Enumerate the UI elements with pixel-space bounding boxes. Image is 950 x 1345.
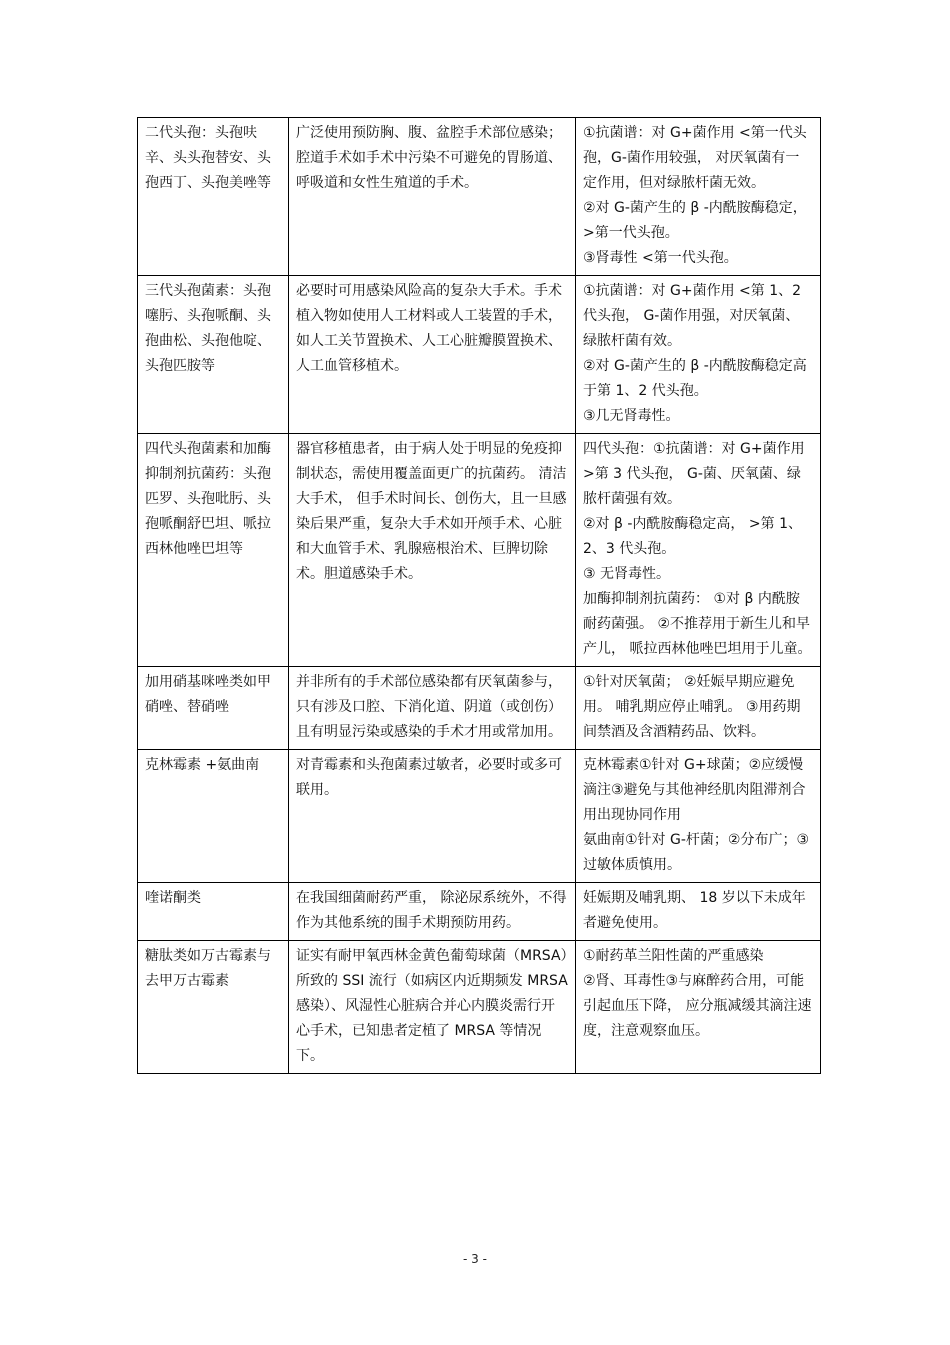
note-line: 氨曲南①针对 G-杆菌；②分布广；③过敏体质慎用。 [583, 832, 810, 873]
drug-cell: 克林霉素 +氨曲南 [138, 750, 289, 883]
indication-cell: 并非所有的手术部位感染都有厌氧菌参与，只有涉及口腔、下消化道、阴道（或创伤）且有明显污染或感染的手术才用或常加用。 [289, 667, 576, 750]
note-line: ③ 无肾毒性。 [583, 566, 671, 582]
table-row [138, 276, 821, 434]
table-row [138, 118, 821, 276]
notes-cell [576, 667, 821, 750]
note-line: ③肾毒性 <第一代头孢。 [583, 250, 738, 266]
note-line: ①抗菌谱：对 G+菌作用 <第 1、2 代头孢， G-菌作用强，对厌氧菌、绿脓杆菌有效。 [583, 283, 802, 349]
note-line: 加酶抑制剂抗菌药： ①对 β 内酰胺耐药菌强。 ②不推荐用于新生儿和早产儿， 哌拉西林他唑巴坦用于儿童。 [583, 591, 812, 657]
drug-cell: 四代头孢菌素和加酶抑制剂抗菌药：头孢匹罗、头孢吡肟、头孢哌酮舒巴坦、哌拉西林他唑巴坦等 [138, 434, 289, 667]
table-row [138, 941, 821, 1074]
table-row [138, 667, 821, 750]
note-line: ①针对厌氧菌； ②妊娠早期应避免用。 哺乳期应停止哺乳。 ③用药期间禁酒及含酒精药品、饮料。 [583, 674, 801, 740]
note-line: 四代头孢：①抗菌谱：对 G+菌作用 >第 3 代头孢， G-菌、厌氧菌、绿脓杆菌强有效。 [583, 441, 805, 507]
indication-cell: 对青霉素和头孢菌素过敏者，必要时或多可联用。 [289, 750, 576, 883]
drug-cell: 糖肽类如万古霉素与去甲万古霉素 [138, 941, 289, 1074]
notes-cell [576, 883, 821, 941]
table-row [138, 750, 821, 883]
note-line: ②肾、耳毒性③与麻醉药合用，可能引起血压下降， 应分瓶减缓其滴注速度，注意观察血压。 [583, 973, 812, 1039]
note-line: 克林霉素①针对 G+球菌；②应缓慢滴注③避免与其他神经肌肉阻滞剂合用出现协同作用 [583, 757, 806, 823]
note-line: ③几无肾毒性。 [583, 408, 680, 424]
note-line: ②对 β -内酰胺酶稳定高， >第 1、2、3 代头孢。 [583, 516, 802, 557]
page-number: - 3 - [463, 1252, 487, 1266]
antibiotic-table [137, 117, 821, 1074]
indication-cell: 证实有耐甲氧西林金黄色葡萄球菌（MRSA）所致的 SSI 流行（如病区内近期频发 MRSA 感染）、风湿性心脏病合并心内膜炎需行开心手术，已知患者定植了 MRSA 等情况下。 [289, 941, 576, 1074]
table-row [138, 883, 821, 941]
table-row [138, 434, 821, 667]
drug-cell: 二代头孢：头孢呋辛、头头孢替安、头孢西丁、头孢美唑等 [138, 118, 289, 276]
note-line: ②对 G-菌产生的 β -内酰胺酶稳定， >第一代头孢。 [583, 200, 807, 241]
note-line: ①耐药革兰阳性菌的严重感染 [583, 948, 764, 964]
indication-cell: 在我国细菌耐药严重， 除泌尿系统外，不得作为其他系统的围手术期预防用药。 [289, 883, 576, 941]
indication-cell: 必要时可用感染风险高的复杂大手术。手术植入物如使用人工材料或人工装置的手术，如人工关节置换术、人工心脏瓣膜置换术、人工血管移植术。 [289, 276, 576, 434]
indication-cell: 器官移植患者，由于病人处于明显的免疫抑制状态，需使用覆盖面更广的抗菌药。 清洁大手术， 但手术时间长、创伤大，且一旦感染后果严重，复杂大手术如开颅手术、心脏和大血管手术、乳腺癌根治术、巨脾切除术。胆道感染手术。 [289, 434, 576, 667]
note-line: ②对 G-菌产生的 β -内酰胺酶稳定高于第 1、2 代头孢。 [583, 358, 807, 399]
drug-cell: 三代头孢菌素：头孢噻肟、头孢哌酮、头孢曲松、头孢他啶、头孢匹胺等 [138, 276, 289, 434]
notes-cell [576, 434, 821, 667]
drug-cell: 喹诺酮类 [138, 883, 289, 941]
drug-cell: 加用硝基咪唑类如甲硝唑、替硝唑 [138, 667, 289, 750]
notes-cell [576, 118, 821, 276]
indication-cell: 广泛使用预防胸、腹、盆腔手术部位感染；腔道手术如手术中污染不可避免的胃肠道、呼吸道和女性生殖道的手术。 [289, 118, 576, 276]
notes-cell [576, 750, 821, 883]
note-line: ①抗菌谱：对 G+菌作用 <第一代头孢，G-菌作用较强， 对厌氧菌有一定作用，但对绿脓杆菌无效。 [583, 125, 807, 191]
note-line: 妊娠期及哺乳期、 18 岁以下未成年者避免使用。 [583, 890, 806, 931]
notes-cell [576, 941, 821, 1074]
notes-cell [576, 276, 821, 434]
